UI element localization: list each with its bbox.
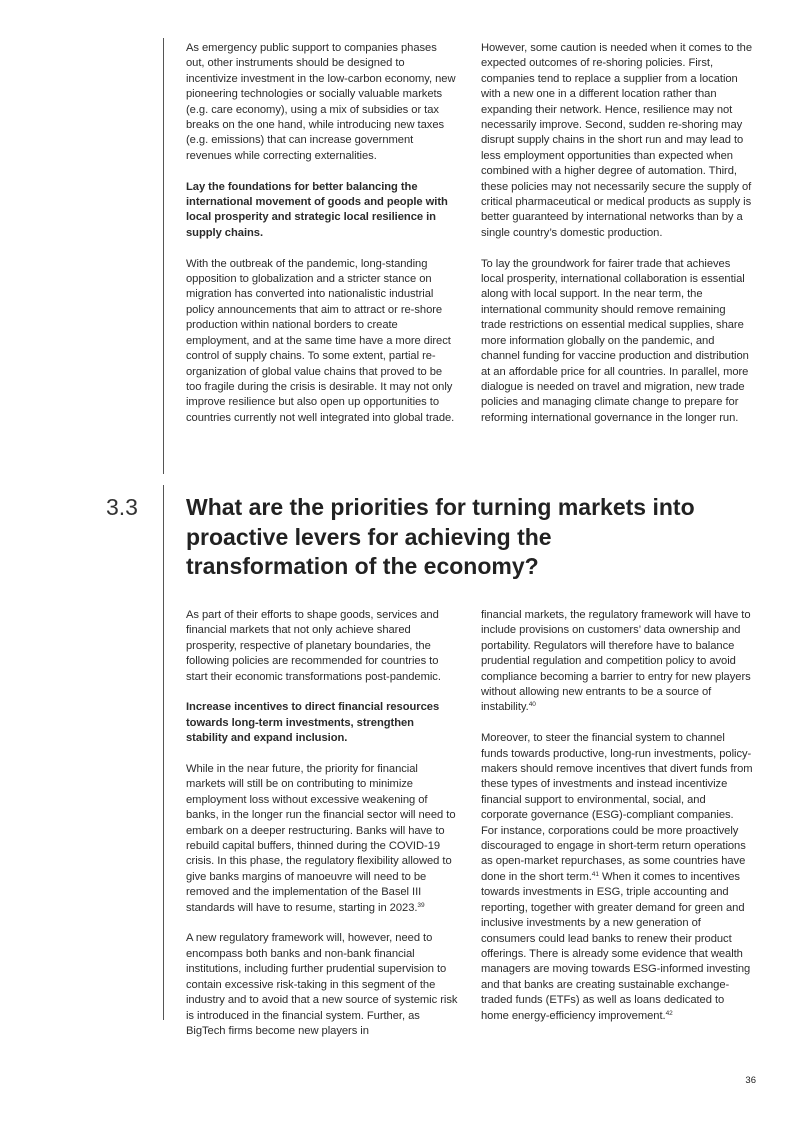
paragraph-text: financial markets, the regulatory framework will have to include provisions on customers’ data ownership and portability. Regulators will therefore have to balance prudential regulation and competition policy to avoid compliance becoming a barrier to entry for new players without allowing new entrants to be a source of instability. xyxy=(481,609,751,714)
paragraph: With the outbreak of the pandemic, long-standing opposition to globalization and a stricter stance on migration has converted into nationalistic industrial policy announcements that aim to attract or re-shore production within national borders to create employment, and at the same time have a more direct control of supply chains. To some extent, partial re-organization of global value chains that proved to be too fragile during the crisis is desirable. It may not only improve resilience but also open up opportunities to countries currently not well integrated into global trade. xyxy=(186,257,455,424)
section-number: 3.3 xyxy=(106,494,138,520)
section-title: What are the priorities for turning markets into proactive levers for achieving the transformation of the economy? xyxy=(186,494,695,579)
paragraph-text: Moreover, to steer the financial system to channel funds towards productive, long-run investments, policy-makers should remove incentives that divert funds from these types of investments and instead incentivize financial support to environmental, social, and corporate governance (ESG)-compliant companies. For instance, corporations could be more proactively discouraged to engage in short-term return operations as open-market repurchases, as some countries have done in the short term. xyxy=(481,732,753,883)
margin-rule-top xyxy=(163,38,164,474)
subheading: Increase incentives to direct financial resources towards long-term investments, strengthen stability and expand inclusion. xyxy=(186,701,440,745)
paragraph: To lay the groundwork for fairer trade that achieves local prosperity, international collaboration is essential along with local support. In the near term, the international community should remove remaining trade restrictions on essential medical supplies, share more information globally on the pandemic, and channel funding for vaccine production and distribution at an affordable price for all countries. In parallel, more dialogue is needed on travel and migration, new trade policies and managing climate change to prepare for reforming international governance in the longer run. xyxy=(481,257,749,424)
paragraph xyxy=(186,762,458,916)
footnote-ref: 41 xyxy=(591,870,599,878)
page-number: 36 xyxy=(745,1075,756,1086)
paragraph: A new regulatory framework will, however, need to encompass both banks and non-bank financial institutions, including further prudential supervision to contain excessive risk-taking in this segment of the industry and to avoid that a new source of systemic risk is introduced in the financial system. Further, as BigTech firms become new players in xyxy=(186,932,458,1037)
paragraph: However, some caution is needed when it comes to the expected outcomes of re-shoring policies. First, companies tend to replace a supplier from a location with a new one in a different location rather than expanding their network. Hence, resilience may not necessarily improve. Second, sudden re-shoring may disrupt supply chains in the short run and may lead to less employment opportunities than expected when combined with a higher degree of automation. Third, these policies may not necessarily secure the supply of critical pharmaceutical or medical products as supply is better guaranteed by international networks than by a single country’s domestic production. xyxy=(481,42,753,239)
bottom-right-column xyxy=(481,608,753,1039)
bottom-left-column xyxy=(186,608,458,1055)
subheading: Lay the foundations for better balancing the international movement of goods and people with local prosperity and strategic local resilience in supply chains. xyxy=(186,180,448,239)
margin-rule-bottom xyxy=(163,485,164,1020)
paragraph-text: When it comes to incentives towards investments in ESG, triple accounting and reporting, together with greater demand for green and inclusive investments by a new generation of consumers could lead banks to renew their product offerings. There is already some evidence that wealth managers are moving towards ESG-informed investing and that banks are creating sustainable exchange-traded funds (ETFs) as well as loans dedicated to home energy-efficiency improvement. xyxy=(481,870,751,1022)
paragraph xyxy=(481,731,753,1024)
paragraph: As emergency public support to companies phases out, other instruments should be designed to incentivize investment in the low-carbon economy, new pioneering technologies or socially valuable markets (e.g. care economy), using a mix of subsidies or tax breaks on the one hand, while introducing new taxes (e.g. emissions) that can increase government revenues while correcting externalities. xyxy=(186,42,456,162)
footnote-ref: 40 xyxy=(528,701,536,709)
top-left-column xyxy=(186,41,458,442)
paragraph xyxy=(481,608,753,716)
footnote-ref: 39 xyxy=(417,901,425,909)
paragraph: As part of their efforts to shape goods, services and financial markets that not only achieve shared prosperity, respective of planetary boundaries, the following policies are recommended for countries to start their economic transformations post-pandemic. xyxy=(186,609,441,683)
top-right-column xyxy=(481,41,753,442)
paragraph-text: While in the near future, the priority for financial markets will still be on contributing to minimize employment loss without excessive weakening of banks, in the longer run the financial sector will need to embark on a deeper restructuring. Banks will have to rebuild capital buffers, thinned during the COVID-19 crisis. In this phase, the regulatory flexibility allowed to give banks margins of manoeuvre will need to be removed and the implementation of the Basel III standards will have to resume, starting in 2023. xyxy=(186,763,456,914)
footnote-ref: 42 xyxy=(665,1009,673,1017)
